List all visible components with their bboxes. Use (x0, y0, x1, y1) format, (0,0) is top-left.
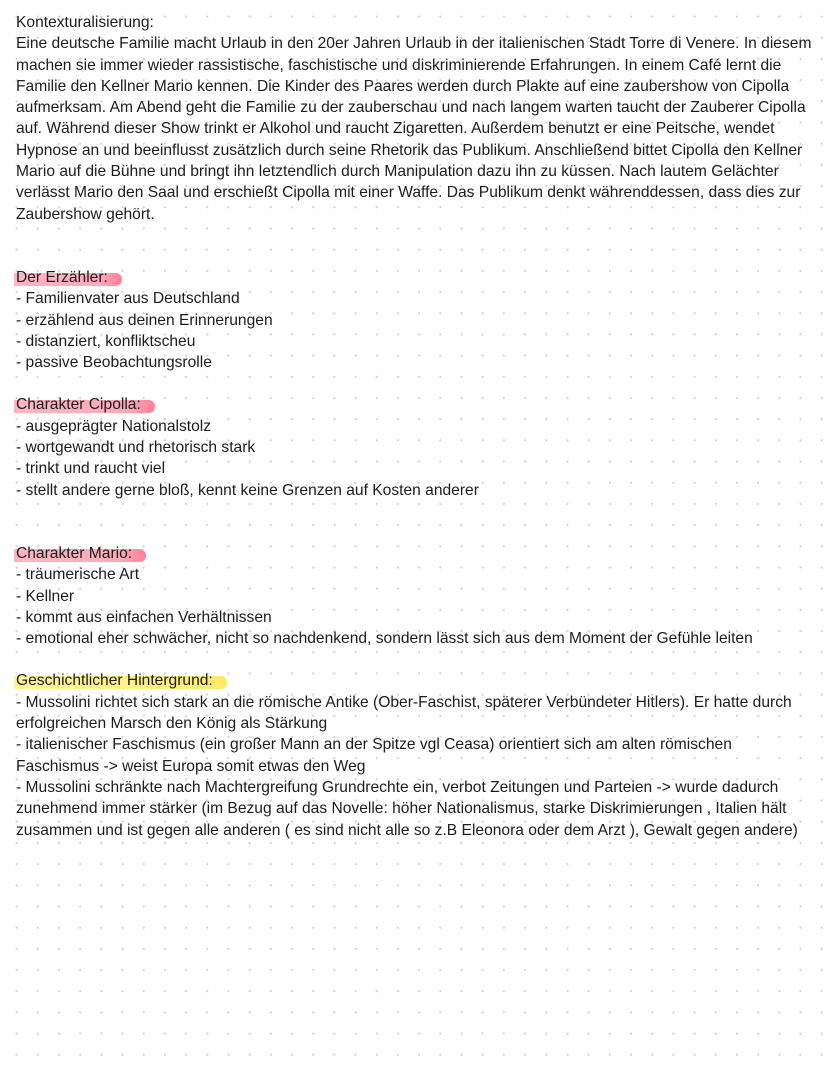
list-item: - Familienvater aus Deutschland (16, 290, 240, 308)
list-item: - Mussolini schränkte nach Machtergreifung Grundrechte ein, verbot Zeitungen und Parteien -> wurde dadurch zunehmend immer stärker (im Bezug auf das Novelle: höher Nationalismus, starke Diskrimierungen , Italien hält zusammen und ist gegen alle anderen ( es sind nicht alle so z.B Eleonora oder dem Arzt ), Gewalt gegen andere) (16, 778, 798, 839)
note-page (16, 12, 816, 841)
list-item: - italienischer Faschismus (ein großer Mann an der Spitze vgl Ceasa) orientiert sich am alten römischen Faschismus -> weist Europa somit etwas den Weg (16, 736, 732, 775)
list-item: - emotional eher schwächer, nicht so nachdenkend, sondern lässt sich aus dem Moment der Gefühle leiten (16, 630, 753, 648)
list-item: - träumerische Art (16, 566, 140, 584)
history-section (16, 670, 816, 840)
intro-title: Kontexturalisierung: (16, 14, 154, 31)
history-heading: Geschichtlicher Hintergrund: (16, 670, 227, 691)
list-item: - trinkt und raucht viel (16, 460, 166, 478)
cipolla-list (16, 416, 816, 501)
cipolla-heading: Charakter Cipolla: (16, 394, 155, 415)
list-item: - Kellner (16, 587, 75, 605)
narrator-list (16, 288, 816, 373)
list-item: - passive Beobachtungsrolle (16, 354, 212, 372)
list-item: - distanziert, konfliktscheu (16, 332, 196, 350)
list-item: - kommt aus einfachen Verhältnissen (16, 608, 272, 626)
list-item: - erzählend aus deinen Erinnerungen (16, 311, 273, 329)
intro-section (16, 12, 816, 225)
intro-text: Eine deutsche Familie macht Urlaub in den 20er Jahren Urlaub in der italienischen Stadt Torre di Venere. In diesem machen sie immer wieder rassistische, faschistische und diskriminierende Erfahrungen. In einem Café lernt die Familie den Kellner Mario kennen. Die Kinder des Paares werden durch Plakte auf eine zaubershow von Cipolla aufmerksam. Am Abend geht die Familie zu der zauberschau und nach langem warten taucht der Zauberer Cipolla auf. Während dieser Show trinkt er Alkohol und raucht Zigaretten. Außerdem benutzt er eine Peitsche, wendet Hypnose an und beeinflusst zusätzlich durch seine Rhetorik das Publikum. Anschließend bittet Cipolla den Kellner Mario auf die Bühne und bringt ihn letztendlich durch Manipulation dazu ihn zu küssen. Nach lautem Gelächter verlässt Mario den Saal und erschießt Cipolla mit einer Waffe. Das Publikum denkt währenddessen, dass dies zur Zaubershow gehört. (16, 35, 812, 223)
narrator-heading: Der Erzähler: (16, 267, 122, 288)
list-item: - stellt andere gerne bloß, kennt keine Grenzen auf Kosten anderer (16, 481, 479, 499)
mario-list (16, 564, 816, 649)
history-list (16, 692, 816, 841)
cipolla-section (16, 394, 816, 500)
mario-section (16, 543, 816, 649)
narrator-section (16, 267, 816, 373)
list-item: - ausgeprägter Nationalstolz (16, 417, 212, 435)
mario-heading: Charakter Mario: (16, 543, 146, 564)
list-item: - Mussolini richtet sich stark an die römische Antike (Ober-Faschist, späterer Verbündeter Hitlers). Er hatte durch erfolgreichen Marsch den König als Stärkung (16, 693, 792, 733)
list-item: - wortgewandt und rhetorisch stark (16, 439, 256, 457)
